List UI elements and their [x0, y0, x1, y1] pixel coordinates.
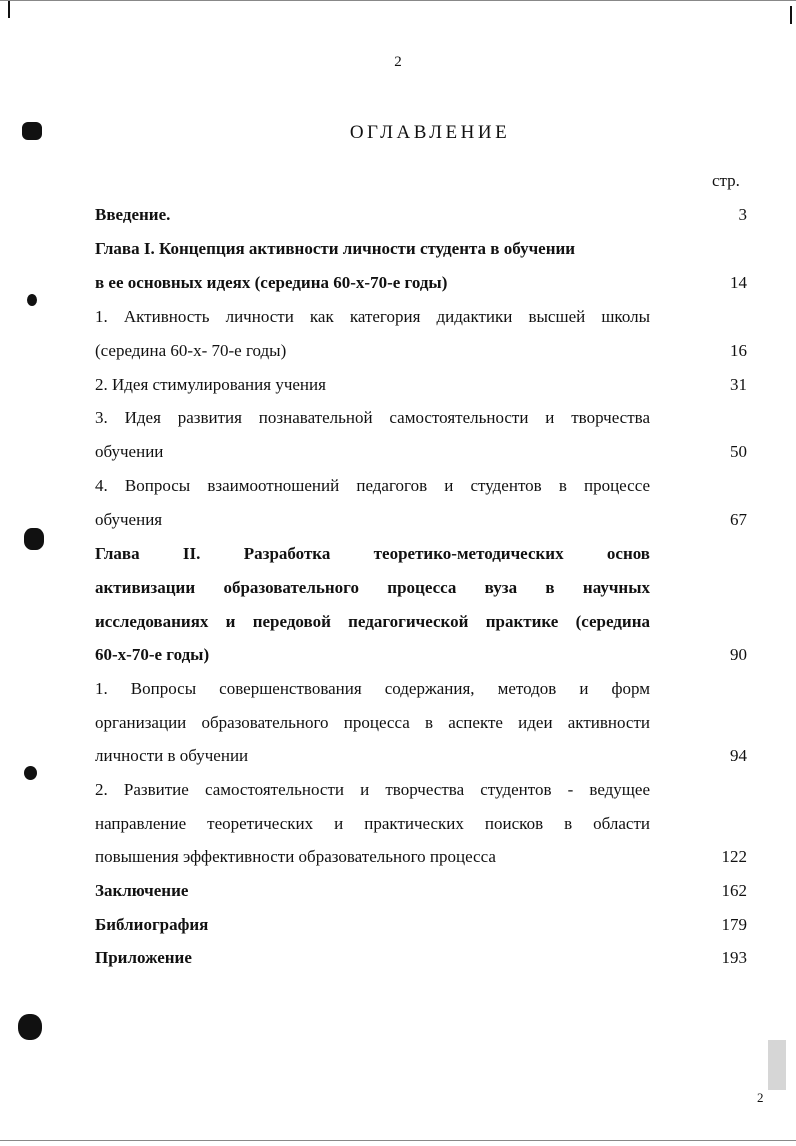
toc-page-section: 67: [730, 510, 747, 529]
toc-page-section: 50: [730, 442, 747, 461]
toc-section-line: 3. Идея развития познавательной самостоятельности и творчества: [95, 408, 650, 427]
toc-chapter-2-line: Глава II. Разработка теоретико-методических основ: [95, 544, 650, 563]
toc-section-line: повышения эффективности образовательного процесса: [95, 847, 496, 866]
toc-page-section: 94: [730, 746, 747, 765]
toc-chapter-1-line: Глава I. Концепция активности личности студента в обучении: [95, 239, 576, 258]
toc-chapter-2-line: активизации образовательного процесса вуза в научных: [95, 578, 650, 597]
scan-smudge: [8, 0, 10, 18]
page-title: ОГЛАВЛЕНИЕ: [349, 122, 511, 143]
toc-section-line: личности в обучении: [95, 746, 249, 765]
toc-page-chapter-2: 90: [730, 645, 747, 664]
toc-page-appendix: 193: [721, 948, 747, 967]
toc-page-chapter-1: 14: [730, 273, 747, 292]
toc-page-bibliography: 179: [721, 915, 747, 934]
toc-page-conclusion: 162: [721, 881, 747, 900]
toc-page-section: 31: [730, 375, 747, 394]
scan-smudge: [18, 1014, 42, 1040]
scan-smudge: [24, 528, 44, 550]
toc-section-line: 1. Активность личности как категория дидактики высшей школы: [95, 307, 650, 326]
toc-chapter-1-line: в ее основных идеях (середина 60-х-70-е годы): [95, 273, 448, 292]
toc-section-line: 2. Развитие самостоятельности и творчества студентов - ведущее: [95, 780, 650, 799]
toc-page-section: 122: [721, 847, 747, 866]
toc-chapter-2-line: 60-х-70-е годы): [95, 645, 210, 664]
corner-page-number: 2: [757, 1090, 764, 1105]
toc-section-line: 2. Идея стимулирования учения: [95, 375, 326, 394]
toc-page-section: 16: [730, 341, 747, 360]
toc-entry-appendix: Приложение: [95, 948, 192, 967]
scan-smudge: [768, 1040, 786, 1090]
toc-chapter-2-line: исследованиях и передовой педагогической практике (середина: [95, 612, 650, 631]
page-number: 2: [394, 54, 402, 70]
scan-smudge: [24, 766, 37, 780]
pages-column-label: стр.: [712, 171, 740, 190]
toc-section-line: обучении: [95, 442, 164, 461]
toc-section-line: 4. Вопросы взаимоотношений педагогов и студентов в процессе: [95, 476, 650, 495]
toc-entry-bibliography: Библиография: [95, 915, 209, 934]
toc-section-line: направление теоретических и практических поисков в области: [95, 814, 650, 833]
scan-edge-line: [0, 1140, 796, 1141]
toc-section-line: обучения: [95, 510, 163, 529]
toc-section-line: 1. Вопросы совершенствования содержания, методов и форм: [95, 679, 650, 698]
toc-entry-conclusion: Заключение: [95, 881, 189, 900]
scan-smudge: [790, 6, 792, 24]
toc-section-line: (середина 60-х- 70-е годы): [95, 341, 287, 360]
toc-entry-intro: Введение.: [95, 205, 171, 224]
toc-page-intro: 3: [738, 205, 747, 224]
scan-smudge: [27, 294, 37, 306]
scan-edge-line: [0, 0, 796, 1]
toc-section-line: организации образовательного процесса в аспекте идеи активности: [95, 713, 650, 732]
